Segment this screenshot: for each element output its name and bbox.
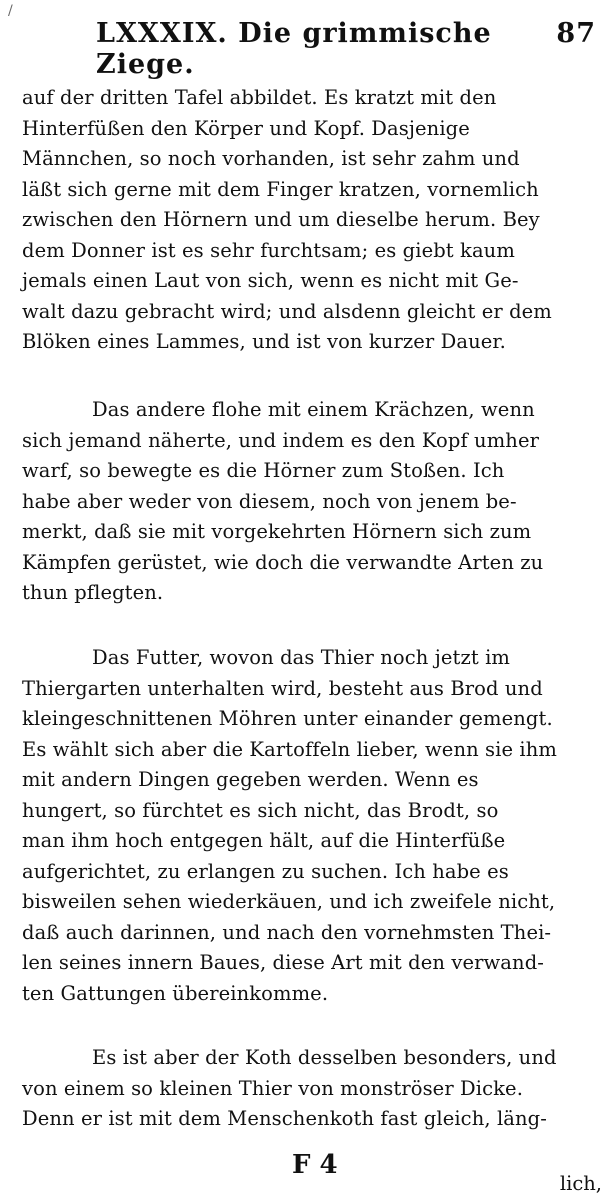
text-line: man ihm hoch entgegen hält, auf die Hinterfüße xyxy=(22,829,506,852)
text-line: bisweilen sehen wiederkäuen, und ich zweifele nicht, xyxy=(22,890,556,913)
text-line: kleingeschnittenen Möhren unter einander gemengt. xyxy=(22,707,553,730)
signature-mark: F 4 xyxy=(292,1150,338,1180)
text-line: Blöken eines Lammes, und ist von kurzer Dauer. xyxy=(22,330,506,353)
text-line: Hinterfüßen den Körper und Kopf. Dasjenige xyxy=(22,116,470,140)
text-line: mit andern Dingen gegeben werden. Wenn es xyxy=(22,768,479,791)
text-line: auf der dritten Tafel abbildet. Es kratzt mit den xyxy=(22,86,497,109)
text-line: aufgerichtet, zu erlangen zu suchen. Ich habe es xyxy=(22,859,509,883)
paragraph-2 xyxy=(22,395,604,609)
text-line: Das Futter, wovon das Thier noch jetzt im xyxy=(92,646,510,669)
text-line: dem Donner ist es sehr furchtsam; es giebt kaum xyxy=(22,238,515,262)
running-header xyxy=(96,18,596,80)
text-line: warf, so bewegte es die Hörner zum Stoßen. Ich xyxy=(22,459,505,482)
text-line: sich jemand näherte, und indem es den Kopf umher xyxy=(22,428,540,452)
text-line: ten Gattungen übereinkomme. xyxy=(22,981,329,1005)
chapter-title: LXXXIX. Die grimmische Ziege. xyxy=(96,18,492,80)
text-line: Thiergarten unterhalten wird, besteht aus Brod und xyxy=(22,676,543,700)
paragraph-1 xyxy=(22,83,604,358)
paragraph-4 xyxy=(22,1043,604,1135)
text-line: Es wählt sich aber die Kartoffeln lieber, wenn sie ihm xyxy=(22,737,558,761)
text-line: zwischen den Hörnern und um dieselbe herum. Bey xyxy=(22,208,540,231)
page-number: 87 xyxy=(556,18,596,49)
text-line: merkt, daß sie mit vorgekehrten Hörnern sich zum xyxy=(22,520,532,543)
text-line: Männchen, so noch vorhanden, ist sehr zahm und xyxy=(22,147,520,170)
text-line: Denn er ist mit dem Menschenkoth fast gleich, läng- xyxy=(22,1107,547,1130)
text-line: Kämpfen gerüstet, wie doch die verwandte Arten zu xyxy=(22,550,544,574)
text-line: Das andere flohe mit einem Krächzen, wenn xyxy=(92,398,535,421)
paragraph-3 xyxy=(22,643,604,1009)
margin-mark: / xyxy=(8,3,13,19)
text-line: len seines innern Baues, diese Art mit den verwand- xyxy=(22,951,544,974)
text-line: jemals einen Laut von sich, wenn es nicht mit Ge- xyxy=(22,269,519,292)
text-line: thun pflegten. xyxy=(22,581,164,604)
text-line: habe aber weder von diesem, noch von jenem be- xyxy=(22,489,517,513)
text-line: walt dazu gebracht wird; und alsdenn gleicht er dem xyxy=(22,299,552,323)
text-line: hungert, so fürchtet es sich nicht, das Brodt, so xyxy=(22,798,499,822)
text-line: von einem so kleinen Thier von monströser Dicke. xyxy=(22,1076,523,1100)
text-line: daß auch darinnen, und nach den vornehmsten Thei- xyxy=(22,920,552,944)
text-line: Es ist aber der Koth desselben besonders, und xyxy=(92,1046,557,1069)
catchword: lich, xyxy=(559,1172,602,1195)
text-line: läßt sich gerne mit dem Finger kratzen, vornemlich xyxy=(22,177,539,201)
